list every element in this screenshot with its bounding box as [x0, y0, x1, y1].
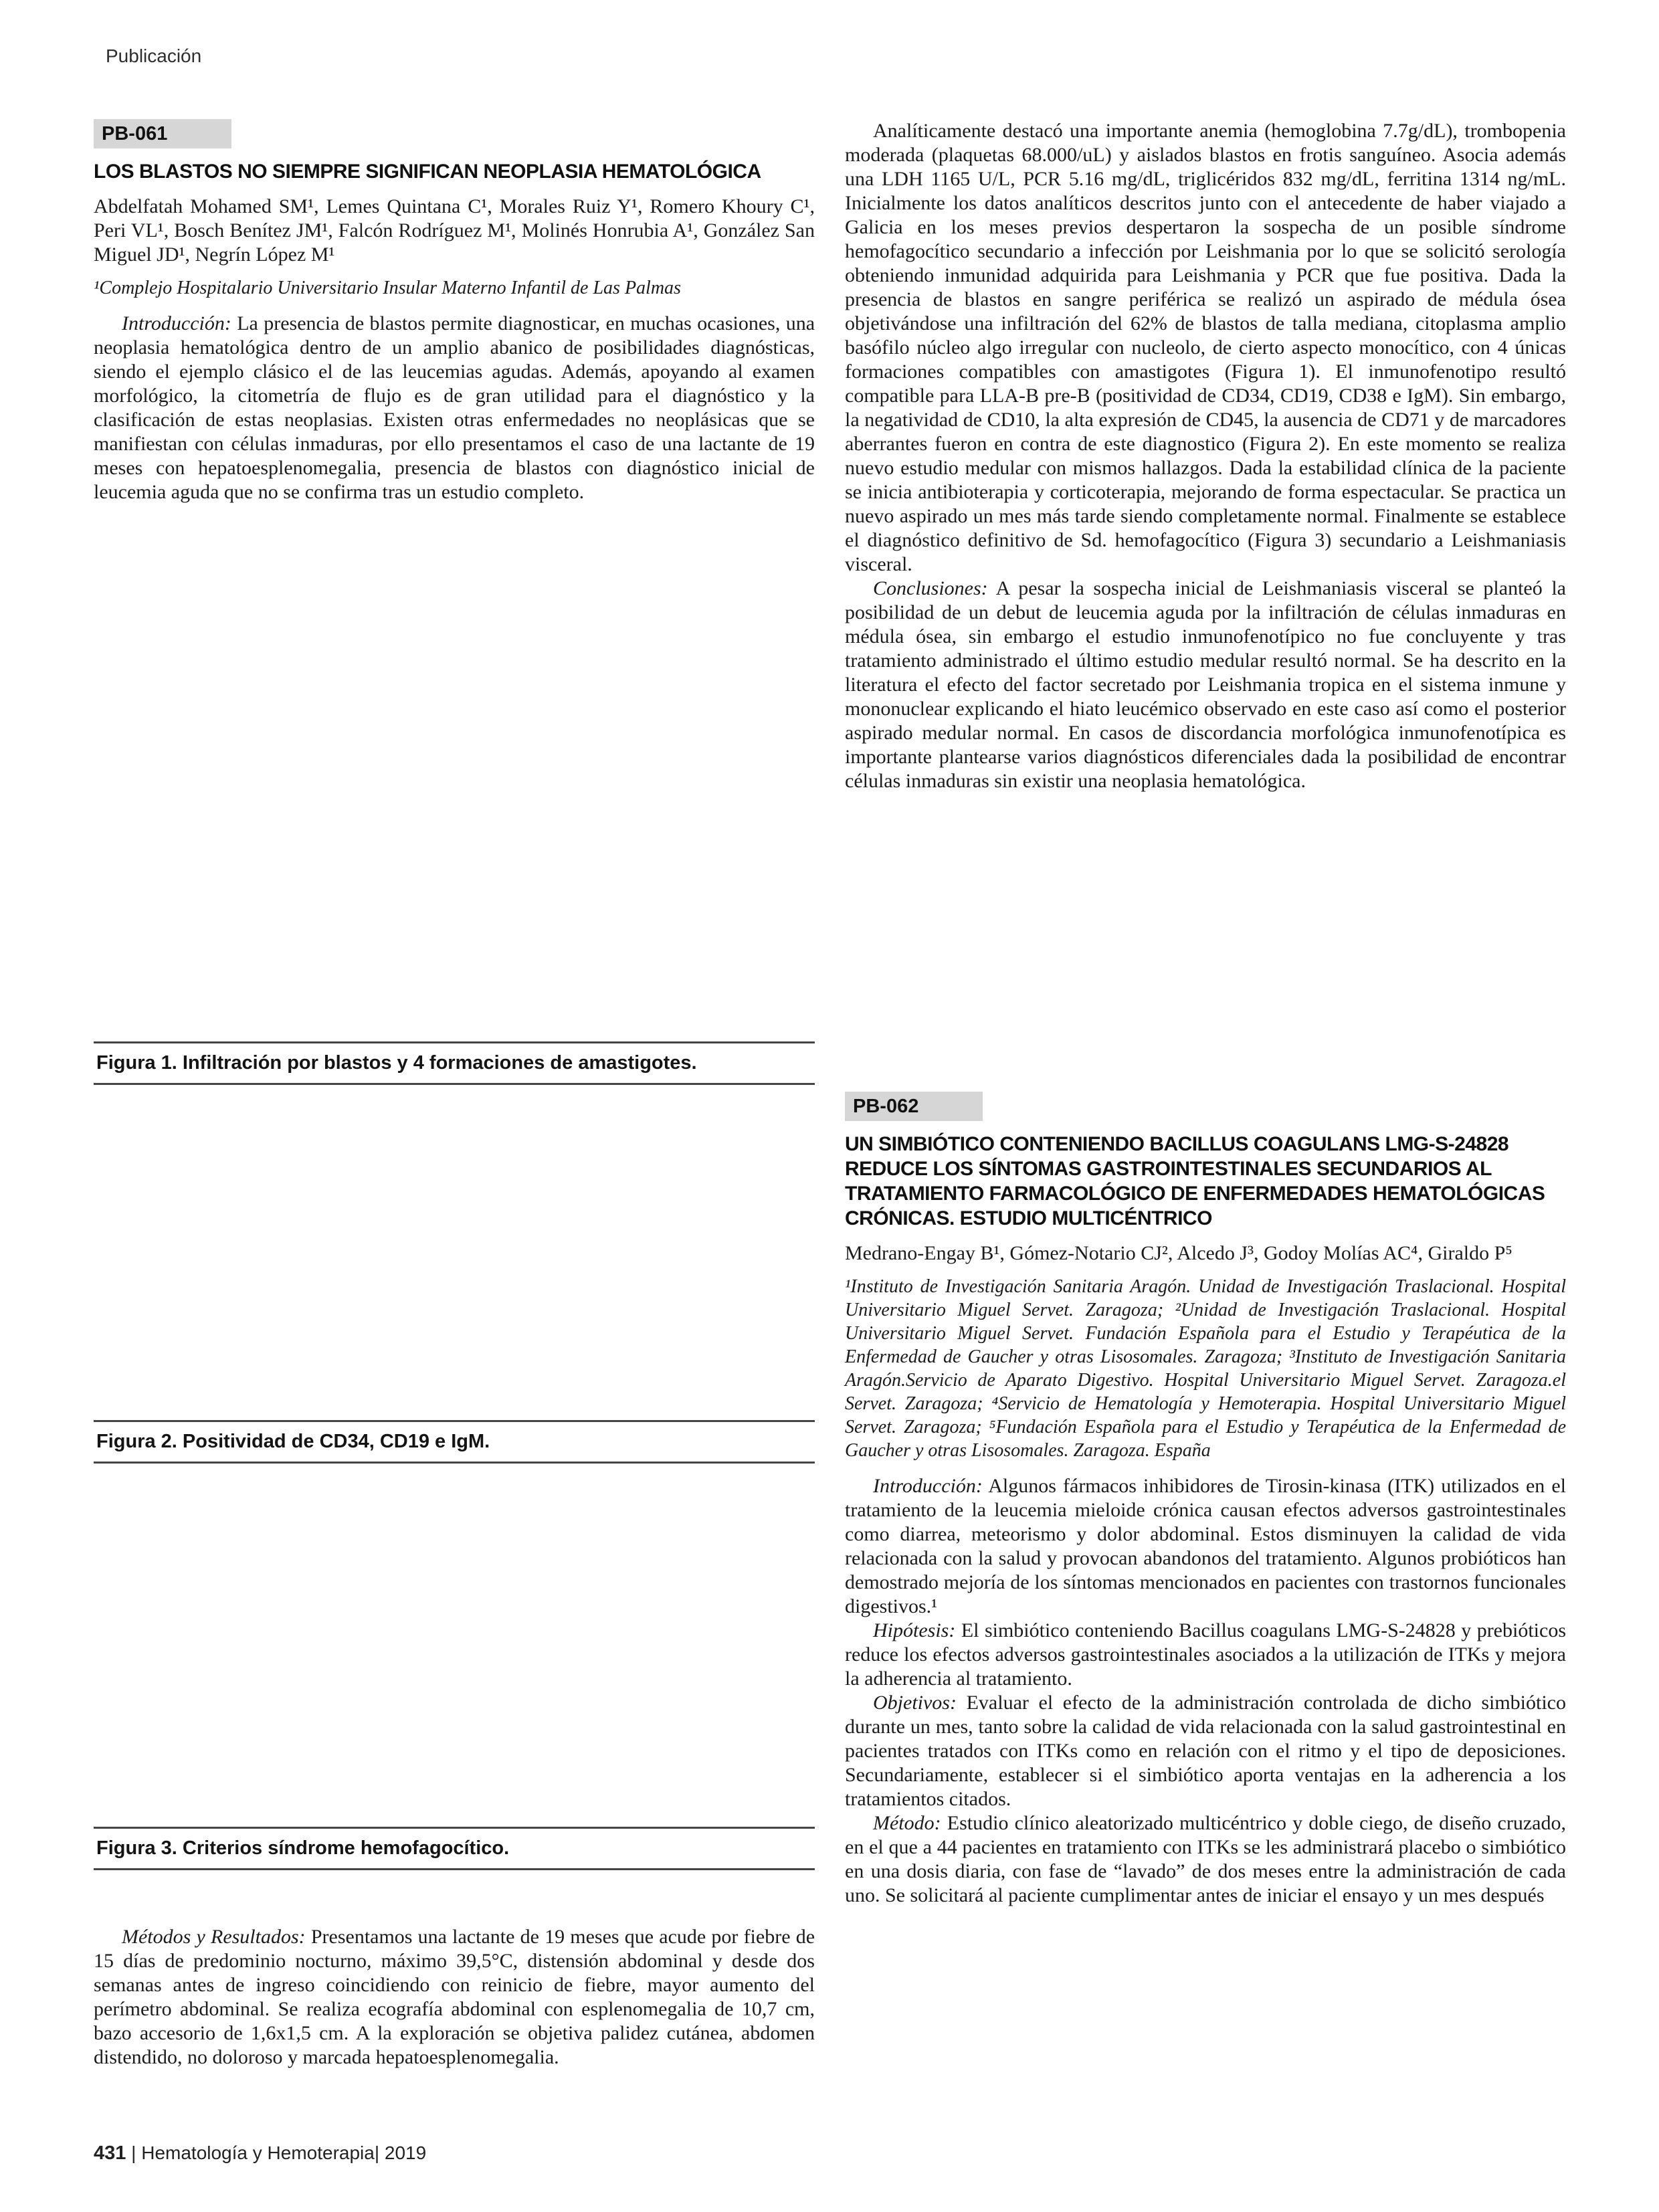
paragraph-analitica-pb061: Analíticamente destacó una importante anemia (hemoglobina 7.7g/dL), trombopenia moderada (plaquetas 68.000/uL) y aislados blastos en frotis sanguíneo. Asocia además una LDH 1165 U/L, PCR 5.16 mg/dL, triglicéridos 832 mg/dL, ferritina 1314 ng/mL. Inicialmente los datos analíticos descritos junto con el antecedente de haber viajado a Galicia en los meses previos despertaron la sospecha de un posible síndrome hemofagocítico secundario a infección por Leishmania por lo que se solicitó serología obteniendo inmunidad adquirida para Leishmania y PCR que fue positiva. Dada la presencia de blastos en sangre periférica se realizó un aspirado de médula ósea objetivándose una infiltración del 62% de blastos de talla mediana, citoplasma amplio basófilo núcleo algo irregular con nucleolo, de cierto aspecto monocítico, con 4 únicas formaciones compatibles con amastigotes (Figura 1). El inmunofenotipo resultó compatible para LLA-B pre-B (positividad de CD34, CD19, CD38 e IgM). Sin embargo, la negatividad de CD10, la alta expresión de CD45, la ausencia de CD71 y de marcadores aberrantes fueron en contra de este diagnostico (Figura 2). En este momento se realiza nuevo estudio medular con mismos hallazgos. Dada la estabilidad clínica de la paciente se inicia antibioterapia y corticoterapia, mejorando de forma espectacular. Se practica un nuevo aspirado un mes más tarde siendo completamente normal. Finalmente se establece el diagnóstico definitivo de Sd. hemofagocítico (Figura 3) secundario a Leishmaniasis visceral.: [845, 120, 1566, 575]
abstract-code-badge-pb061: PB-061: [94, 119, 231, 148]
paragraph-metodo-pb062: [845, 1811, 1566, 1908]
section-label-hipotesis-pb062: Hipótesis:: [873, 1619, 956, 1641]
page-number: 431: [94, 2142, 126, 2164]
metodos-block-pb061: [94, 1925, 815, 2070]
figure1-image-placeholder: [94, 661, 815, 1039]
abstract-title-pb061: LOS BLASTOS NO SIEMPRE SIGNIFICAN NEOPLASIA HEMATOLÓGICA: [94, 161, 761, 183]
abstract-title-pb062: UN SIMBIÓTICO CONTENIENDO BACILLUS COAGULANS LMG-S-24828 REDUCE LOS SÍNTOMAS GASTROINTESTINALES SECUNDARIOS AL TRATAMIENTO FARMACOLÓGICO DE ENFERMEDADES HEMATOLÓGICAS CRÓNICAS. ESTUDIO MULTICÉNTRICO: [845, 1133, 1545, 1229]
abstract-pb062: [845, 1092, 1566, 1908]
section-text-introduccion-pb061: La presencia de blastos permite diagnosticar, en muchas ocasiones, una neoplasia hematológica dentro de un amplio abanico de posibilidades diagnósticas, siendo el ejemplo clásico el de las leucemias agudas. Además, apoyando al examen morfológico, la citometría de flujo es de gran utilidad para el diagnóstico y la clasificación de estas neoplasias. Existen otras enfermedades no neoplásicas que se manifiestan con células inmaduras, por ello presentamos el caso de una lactante de 19 meses con hepatoesplenomegalia, presencia de blastos con diagnóstico inicial de leucemia aguda que no se confirma tras un estudio completo.: [94, 312, 815, 503]
affiliation-pb061: ¹Complejo Hospitalario Universitario Insular Materno Infantil de Las Palmas: [94, 278, 681, 298]
section-text-objetivos-pb062: Evaluar el efecto de la administración controlada de dicho simbiótico durante un mes, tanto sobre la calidad de vida relacionada con la salud gastrointestinal en pacientes tratados con ITKs como en relación con el ritmo y el tipo de deposiciones. Secundariamente, establecer si el simbiótico aporta ventajas en la adherencia a los tratamientos citados.: [845, 1692, 1566, 1810]
left-column: [94, 119, 815, 2179]
section-label-introduccion-pb061: Introducción:: [122, 312, 231, 334]
author-list-pb061: Abdelfatah Mohamed SM¹, Lemes Quintana C¹, Morales Ruiz Y¹, Romero Khoury C¹, Peri VL¹, Bosch Benítez JM¹, Falcón Rodríguez M¹, Molinés Honrubia A¹, González San Miguel JD¹, Negrín López M¹: [94, 195, 815, 266]
figure3-caption: Figura 3. Criterios síndrome hemofagocítico.: [94, 1827, 815, 1870]
section-text-conclusiones-pb061: A pesar la sospecha inicial de Leishmaniasis visceral se planteó la posibilidad de un debut de leucemia aguda por la infiltración de células inmaduras en médula ósea, sin embargo el estudio inmunofenotípico no fue concluyente y tras tratamiento administrado el último estudio medular resultó normal. Se ha descrito en la literatura el efecto del factor secretado por Leishmania tropica en el sistema inmune y mononuclear explicando el hiato leucémico observado en este caso así como el posterior aspirado medular normal. En casos de discordancia morfológica inmunofenotípica es importante plantearse varios diagnósticos diferenciales dada la posibilidad de encontrar células inmaduras sin existir una neoplasia hematológica.: [845, 577, 1566, 792]
figure3-image-placeholder: [94, 1466, 815, 1824]
running-header: Publicación: [106, 45, 202, 66]
page-footer: [94, 2142, 426, 2165]
footer-journal-text: | Hematología y Hemoterapia| 2019: [126, 2142, 427, 2163]
paragraph-conclusiones-pb061: [845, 577, 1566, 793]
paragraph-hipotesis-pb062: [845, 1619, 1566, 1691]
abstract-code-badge-pb062: PB-062: [845, 1092, 983, 1121]
paragraph-metodos-pb061: [94, 1925, 815, 2070]
section-text-metodo-pb062: Estudio clínico aleatorizado multicéntrico y doble ciego, de diseño cruzado, en el que a 44 pacientes en tratamiento con ITKs se les administrará placebo o simbiótico en una dosis diaria, con fase de “lavado” de dos meses entre la administración de cada uno. Se solicitará al paciente cumplimentar antes de iniciar el ensayo y un mes después: [845, 1812, 1566, 1906]
figure2-caption: Figura 2. Positividad de CD34, CD19 e IgM.: [94, 1420, 815, 1464]
section-text-metodos-pb061: Presentamos una lactante de 19 meses que acude por fiebre de 15 días de predominio nocturno, máximo 39,5°C, distensión abdominal y desde dos semanas antes de ingreso coincidiendo con reinicio de fiebre, mayor aumento del perímetro abdominal. Se realiza ecografía abdominal con esplenomegalia de 10,7 cm, bazo accesorio de 1,6x1,5 cm. A la exploración se objetiva palidez cutánea, abdomen distendido, no doloroso y marcada hepatoesplenomegalia.: [94, 1926, 815, 2068]
paragraph-introduccion-pb062: [845, 1474, 1566, 1619]
affiliation-list-pb062: ¹Instituto de Investigación Sanitaria Aragón. Unidad de Investigación Traslacional. Hospital Universitario Miguel Servet. Zaragoza; ²Unidad de Investigación Traslacional. Hospital Universitario Miguel Servet. Fundación Española para el Estudio y Terapéutica de la Enfermedad de Gaucher y otras Lisosomales. Zaragoza; ³Instituto de Investigación Sanitaria Aragón.Servicio de Aparato Digestivo. Hospital Universitario Miguel Servet. Zaragoza.el Servet. Zaragoza; ⁴Servicio de Hematología y Hemoterapia. Hospital Universitario Miguel Servet. Zaragoza; ⁵Fundación Española para el Estudio y Terapéutica de la Enfermedad de Gaucher y otras Lisosomales. Zaragoza. España: [845, 1276, 1566, 1461]
section-label-conclusiones-pb061: Conclusiones:: [873, 577, 988, 599]
paragraph-objetivos-pb062: [845, 1691, 1566, 1811]
section-label-introduccion-pb062: Introducción:: [873, 1475, 983, 1497]
section-label-metodos-pb061: Métodos y Resultados:: [122, 1926, 306, 1948]
right-column: [845, 119, 1566, 2179]
author-list-pb062: Medrano-Engay B¹, Gómez-Notario CJ², Alcedo J³, Godoy Molías AC⁴, Giraldo P⁵: [845, 1242, 1512, 1264]
figure1-caption: Figura 1. Infiltración por blastos y 4 formaciones de amastigotes.: [94, 1041, 815, 1085]
section-text-introduccion-pb062: Algunos fármacos inhibidores de Tirosin-kinasa (ITK) utilizados en el tratamiento de la leucemia mieloide crónica causan efectos adversos gastrointestinales como diarrea, meteorismo y dolor abdominal. Estos disminuyen la calidad de vida relacionada con la salud y provocan abandonos del tratamiento. Algunos probióticos han demostrado mejoría de los síntomas mencionados en pacientes con trastornos funcionales digestivos.¹: [845, 1475, 1566, 1617]
section-label-metodo-pb062: Método:: [873, 1812, 941, 1834]
paragraph-introduccion-pb061: [94, 312, 815, 504]
figure2-image-placeholder: [94, 1087, 815, 1417]
section-label-objetivos-pb062: Objetivos:: [873, 1692, 957, 1714]
section-text-hipotesis-pb062: El simbiótico conteniendo Bacillus coagulans LMG-S-24828 y prebióticos reduce los efectos adversos gastrointestinales asociados a la utilización de ITKs y mejora la adherencia al tratamiento.: [845, 1619, 1566, 1690]
